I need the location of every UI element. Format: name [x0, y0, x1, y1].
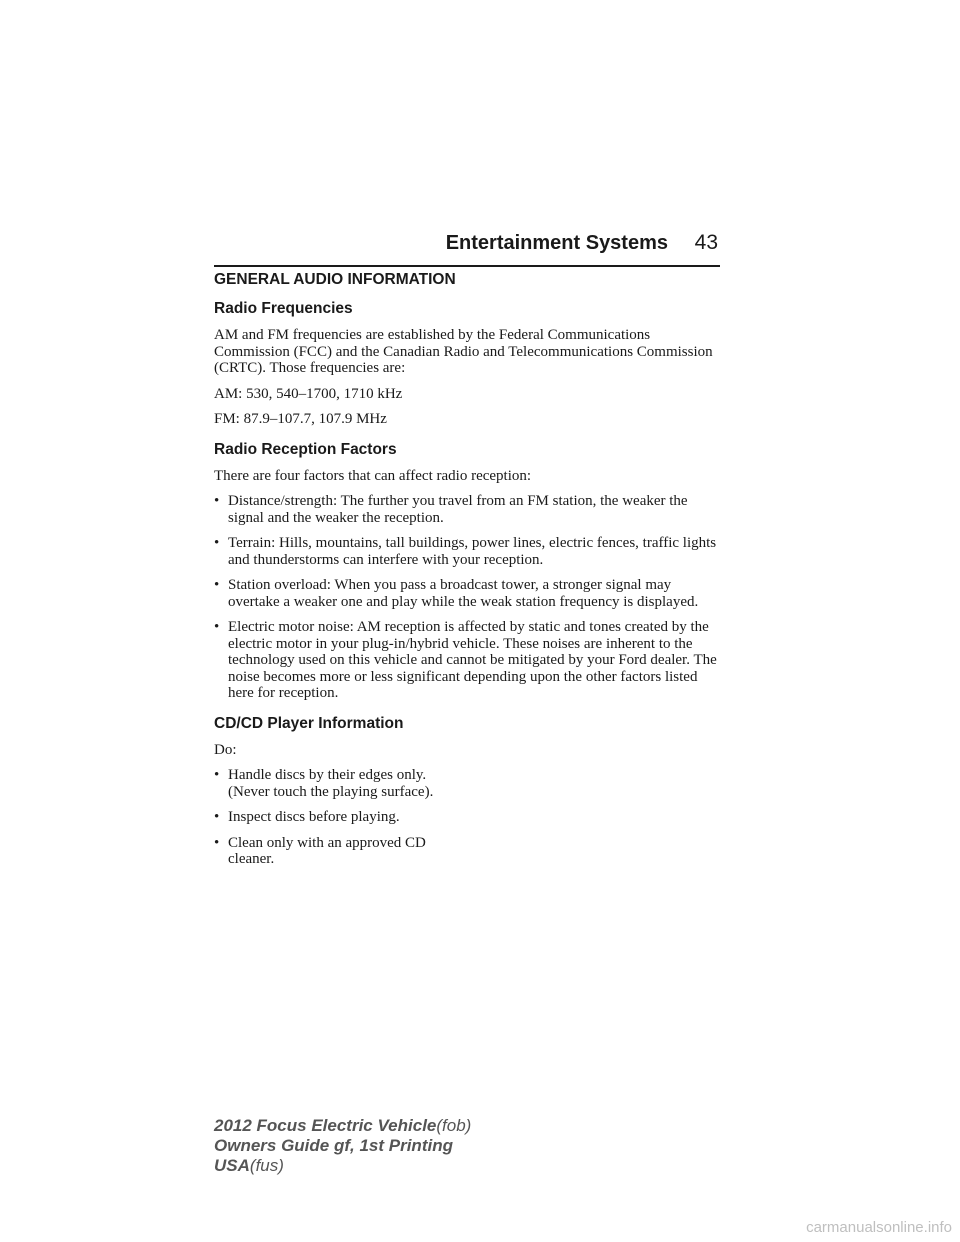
subheading-cd-player: CD/CD Player Information: [214, 714, 404, 732]
list-item: [214, 493, 724, 526]
list-item: [214, 619, 724, 702]
footer-line-2: Owners Guide gf, 1st Printing: [214, 1136, 453, 1155]
list-item: [214, 577, 724, 610]
list-item: [214, 535, 724, 568]
do-label: Do:: [214, 741, 237, 758]
list-item: [214, 809, 464, 826]
bullet-icon: •: [214, 577, 220, 593]
bullet-icon: •: [214, 809, 220, 825]
list-item: [214, 767, 464, 800]
watermark-text: carmanualsonline.info: [806, 1219, 952, 1236]
list-item-text: Terrain: Hills, mountains, tall buildings, power lines, electric fences, traffic lights and thunderstorms can interfere with your reception.: [228, 535, 717, 568]
section-heading: GENERAL AUDIO INFORMATION: [214, 271, 456, 288]
list-item-text: Station overload: When you pass a broadcast tower, a stronger signal may overtake a weaker one and play while the weak station frequency is displayed.: [228, 577, 699, 610]
subheading-radio-frequencies: Radio Frequencies: [214, 300, 353, 317]
reception-factors-list: [214, 493, 724, 702]
subheading-reception-factors: Radio Reception Factors: [214, 440, 397, 458]
page-header: [214, 229, 720, 267]
bullet-icon: •: [214, 535, 220, 551]
list-item-text: Inspect discs before playing.: [228, 809, 400, 825]
footer-line-1: 2012 Focus Electric Vehicle(fob): [214, 1116, 472, 1135]
page-content: [214, 270, 724, 877]
reception-intro: There are four factors that can affect radio reception:: [214, 467, 532, 484]
list-item-text: Handle discs by their edges only. (Never touch the playing surface).: [228, 767, 434, 800]
page-number: 43: [694, 231, 718, 254]
bullet-icon: •: [214, 834, 220, 851]
footer-line-3: USA(fus): [214, 1156, 284, 1175]
bullet-icon: •: [214, 619, 220, 635]
fm-frequencies: FM: 87.9–107.7, 107.9 MHz: [214, 411, 387, 427]
bullet-icon: •: [214, 493, 220, 509]
chapter-title: Entertainment Systems: [445, 232, 668, 254]
list-item-text: Distance/strength: The further you travel from an FM station, the weaker the signal and the weaker the reception.: [228, 493, 688, 526]
list-item: [214, 835, 464, 868]
frequencies-intro: AM and FM frequencies are established by the Federal Communications Commission (FCC) and the Canadian Radio and Telecommunications Commission (CRTC). Those frequencies are:: [214, 327, 713, 376]
bullet-icon: •: [214, 767, 220, 783]
page-footer: [214, 1116, 471, 1176]
list-item-text: Clean only with an approved CD cleaner.: [228, 834, 426, 867]
am-frequencies: AM: 530, 540–1700, 1710 kHz: [214, 385, 403, 402]
list-item-text: Electric motor noise: AM reception is affected by static and tones created by the electric motor in your plug-in/hybrid vehicle. These noises are inherent to the technology used on this vehicle and cannot be mitigated by your Ford dealer. The noise becomes more or less significant depending upon the other factors listed here for reception.: [228, 619, 717, 701]
do-list: [214, 767, 464, 868]
